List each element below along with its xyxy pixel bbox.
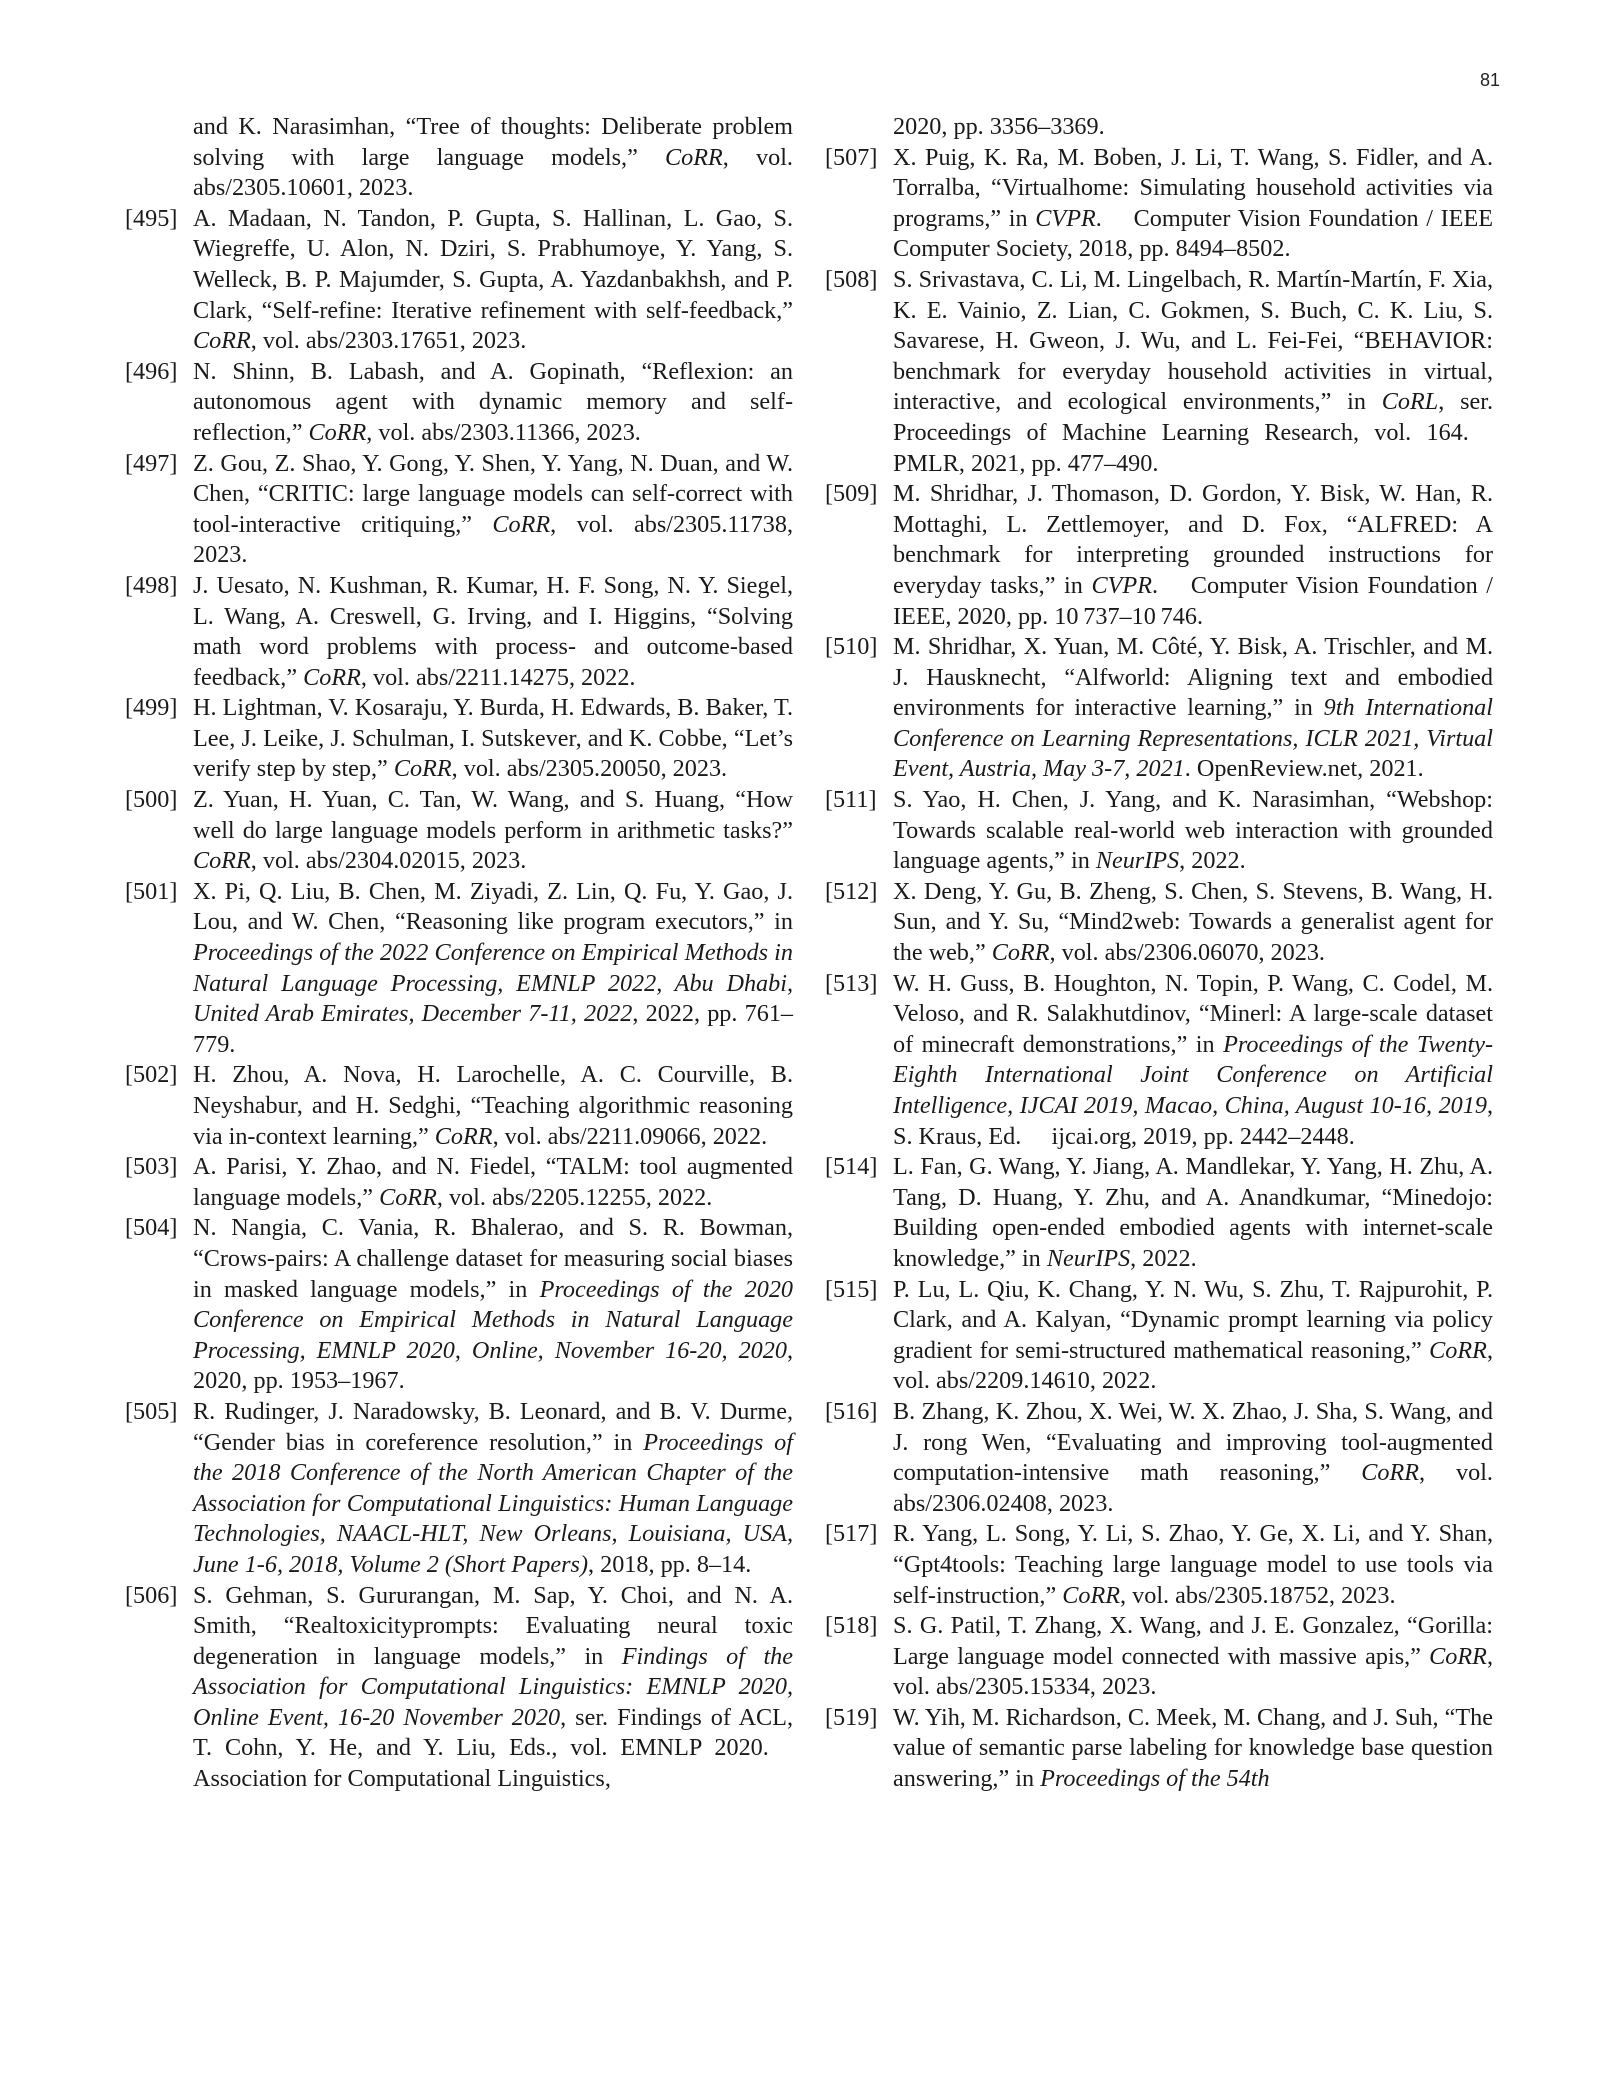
reference-text-segment: W. Yih, M. Richardson, C. Meek, M. Chang, and J. Suh, “The value of semantic parse labeling for knowledge base question answering,” in <box>893 1703 1493 1793</box>
reference-number: [496] <box>125 357 178 385</box>
reference-text-segment: P. Lu, L. Qiu, K. Chang, Y. N. Wu, S. Zhu, T. Rajpurohit, P. Clark, and A. Kalyan, “Dynamic prompt learning via policy gradient for semi-structured mathematical reasoning,” <box>893 1275 1493 1364</box>
reference-text <box>893 1398 1493 1517</box>
reference-number: [519] <box>825 1703 878 1731</box>
reference-number: [508] <box>825 265 878 293</box>
reference-venue-italic: CoRL <box>1381 388 1439 416</box>
reference-text-segment: S. Srivastava, C. Li, M. Lingelbach, R. Martín-Martín, F. Xia, K. E. Vainio, Z. Lian, C. Gokmen, S. Buch, C. K. Liu, S. Savarese, H. Gweon, J. Wu, and L. Fei-Fei, “BEHAVIOR: benchmark for everyday household activities in virtual, interactive, and ecological environments,” in <box>893 265 1493 416</box>
reference-text-segment: B. Zhang, K. Zhou, X. Wei, W. X. Zhao, J. Sha, S. Wang, and J. rong Wen, “Evaluating and improving tool-augmented computation-intensive math reasoning,” <box>893 1397 1493 1487</box>
reference-entry <box>825 1152 1493 1274</box>
reference-number: [503] <box>125 1153 178 1181</box>
reference-text-segment: N. Shinn, B. Labash, and A. Gopinath, “Reflexion: an autonomous agent with dynamic memory and self-reflection,” <box>193 357 793 446</box>
reference-venue-italic: CoRR <box>665 143 723 171</box>
reference-venue-italic: CoRR <box>379 1183 437 1211</box>
reference-text <box>193 1398 793 1578</box>
reference-venue-italic: CoRR <box>434 1122 493 1150</box>
reference-number: [507] <box>825 143 878 171</box>
reference-entry <box>125 785 793 877</box>
reference-text <box>193 358 793 446</box>
reference-venue-italic: Proceedings of the 2022 Conference on Empirical Methods in Natural Language Processing, EMNLP 2022, Abu Dhabi, United Arab Emirates, December 7-11, 2022 <box>193 939 793 1028</box>
reference-entry <box>825 877 1493 969</box>
reference-text <box>893 266 1493 477</box>
reference-entry <box>825 1397 1493 1519</box>
reference-text-segment: , vol. abs/2304.02015, 2023. <box>250 847 527 875</box>
reference-venue-italic: CoRR <box>303 663 361 691</box>
reference-entry <box>825 1703 1493 1795</box>
reference-entry <box>125 1152 793 1213</box>
reference-venue-italic: 9th International Conference on Learning Representations, ICLR 2021, Virtual Event, Austria, May 3-7, 2021 <box>893 694 1493 783</box>
reference-text <box>893 144 1493 263</box>
reference-entry <box>825 785 1493 877</box>
reference-number: [514] <box>825 1153 878 1181</box>
reference-text-segment: , 2022. <box>1130 1244 1197 1272</box>
reference-entry <box>825 479 1494 632</box>
reference-number: [515] <box>825 1275 878 1303</box>
reference-text-segment: Z. Yuan, H. Yuan, C. Tan, W. Wang, and S. Huang, “How well do large language models perform in arithmetic tasks?” <box>193 786 793 844</box>
reference-text-segment: H. Zhou, A. Nova, H. Larochelle, A. C. Courville, B. Neyshabur, and H. Sedghi, “Teaching algorithmic reasoning via in-context learning,” <box>193 1061 793 1150</box>
reference-text-segment: , 2022. <box>1179 847 1246 875</box>
reference-venue-italic: Proceedings of the 54th <box>1040 1765 1270 1793</box>
reference-text <box>193 450 793 569</box>
reference-text-segment: N. Nangia, C. Vania, R. Bhalerao, and S. R. Bowman, “Crows-pairs: A challenge dataset for measuring social biases in masked language models,” in <box>193 1214 793 1303</box>
reference-text-segment: A. Madaan, N. Tandon, P. Gupta, S. Hallinan, L. Gao, S. Wiegreffe, U. Alon, N. Dziri, S. Prabhumoye, Y. Yang, S. Welleck, B. P. Majumder, S. Gupta, A. Yazdanbakhsh, and P. Clark, “Self-refine: Iterative refinement with self-feedback,” <box>193 204 793 324</box>
reference-venue-italic: NeurIPS <box>1095 847 1180 875</box>
reference-text <box>193 694 793 782</box>
reference-number: [512] <box>825 877 878 905</box>
reference-number: [499] <box>125 694 178 722</box>
reference-venue-italic: CoRR <box>193 847 251 875</box>
reference-text <box>893 113 1105 140</box>
reference-number: [497] <box>125 449 178 477</box>
reference-text-segment: , vol. abs/2306.02408, 2023. <box>893 1459 1493 1517</box>
reference-text-segment: R. Rudinger, J. Naradowsky, B. Leonard, and B. V. Durme, “Gender bias in coreference resolution,” in <box>193 1397 793 1456</box>
reference-text-segment: M. Shridhar, X. Yuan, M. Côté, Y. Bisk, A. Trischler, and M. J. Hausknecht, “Alfworld: Aligning text and embodied environments for interactive learning,” in <box>893 633 1493 722</box>
reference-text <box>893 480 1493 629</box>
reference-venue-italic: CoRR <box>492 510 551 538</box>
reference-text-segment: X. Pi, Q. Liu, B. Chen, M. Ziyadi, Z. Lin, Q. Fu, Y. Gao, J. Lou, and W. Chen, “Reasoning like program executors,” in <box>193 877 793 936</box>
reference-text <box>193 572 793 691</box>
reference-text-segment: Z. Gou, Z. Shao, Y. Gong, Y. Shen, Y. Yang, N. Duan, and W. Chen, “CRITIC: large language models can self-correct with tool-interactive critiquing,” <box>193 449 793 538</box>
reference-text <box>193 205 793 354</box>
reference-text-segment: R. Yang, L. Song, Y. Li, S. Zhao, Y. Ge, X. Li, and Y. Shan, “Gpt4tools: Teaching large language model to use tools via self-instruction,” <box>893 1520 1493 1609</box>
reference-venue-italic: CoRR <box>1429 1642 1487 1670</box>
reference-venue-italic: CoRR <box>991 939 1050 967</box>
reference-entry <box>125 204 793 357</box>
reference-text-segment: L. Fan, G. Wang, Y. Jiang, A. Mandlekar, Y. Yang, H. Zhu, A. Tang, D. Huang, Y. Zhu, and A. Anandkumar, “Minedojo: Building open-ended embodied agents with internet-scale knowledge,” in <box>893 1153 1493 1272</box>
reference-entry <box>825 1275 1493 1397</box>
reference-entry <box>825 969 1494 1153</box>
reference-number: [513] <box>825 969 878 997</box>
reference-text <box>193 1214 793 1394</box>
reference-entry <box>125 449 793 571</box>
page-number: 81 <box>1479 70 1500 90</box>
reference-venue-italic: Proceedings of the 2018 Conference of the North American Chapter of the Association for Computational Linguistics: Human Language Technologies, NAACL-HLT, New Orleans, Louisiana, USA, June 1-6, 2018, Volume 2 (Short Papers) <box>193 1428 793 1578</box>
reference-text-segment: , ser. Findings of ACL, T. Cohn, Y. He, and Y. Liu, Eds., vol. EMNLP 2020. Association for Computational Linguistics, <box>193 1703 793 1793</box>
reference-text-segment: M. Shridhar, J. Thomason, D. Gordon, Y. Bisk, W. Han, R. Mottaghi, L. Zettlemoyer, and D. Fox, “ALFRED: A benchmark for interpreting grounded instructions for everyday tasks,” in <box>893 480 1493 599</box>
reference-number: [516] <box>825 1397 878 1425</box>
reference-text-segment: , vol. abs/2211.14275, 2022. <box>360 663 636 691</box>
reference-venue-italic: CoRR <box>1361 1459 1420 1487</box>
reference-text <box>893 1520 1493 1608</box>
reference-text-segment: , vol. abs/2209.14610, 2022. <box>893 1336 1493 1395</box>
reference-text-segment: , 2020, pp. 1953–1967. <box>193 1336 793 1395</box>
reference-number: [518] <box>825 1612 878 1640</box>
reference-venue-italic: NeurIPS <box>1046 1244 1131 1272</box>
reference-venue-italic: CVPR <box>1091 571 1152 599</box>
reference-entry <box>125 1060 793 1152</box>
reference-number: [505] <box>125 1397 178 1425</box>
reference-text-segment: , vol. abs/2305.15334, 2023. <box>893 1642 1493 1701</box>
reference-venue-italic: CoRR <box>1429 1336 1487 1364</box>
reference-number: [498] <box>125 571 178 599</box>
reference-text-segment: X. Puig, K. Ra, M. Boben, J. Li, T. Wang, S. Fidler, and A. Torralba, “Virtualhome: Simulating household activities via programs,” in <box>893 143 1493 232</box>
reference-text <box>893 970 1493 1150</box>
reference-venue-italic: CoRR <box>308 418 367 446</box>
reference-text <box>193 113 793 201</box>
reference-text <box>193 878 793 1058</box>
reference-text-segment: , 2022, pp. 761–779. <box>193 1000 794 1058</box>
reference-text <box>893 878 1493 966</box>
reference-text <box>193 1061 793 1149</box>
reference-number: [511] <box>825 786 877 814</box>
reference-number: [510] <box>825 633 878 661</box>
references-left-column <box>125 112 794 1795</box>
reference-entry-continued <box>193 112 793 204</box>
reference-text-segment: S. G. Patil, T. Zhang, X. Wang, and J. E. Gonzalez, “Gorilla: Large language model connected with massive apis,” <box>893 1612 1493 1670</box>
reference-text-segment: , ser. Proceedings of Machine Learning Research, vol. 164. PMLR, 2021, pp. 477–490. <box>893 388 1493 477</box>
reference-number: [504] <box>125 1214 178 1242</box>
reference-entry <box>125 877 794 1061</box>
reference-entry <box>825 265 1493 479</box>
reference-text <box>193 786 793 874</box>
reference-text <box>893 633 1493 782</box>
reference-entry <box>825 1611 1493 1703</box>
reference-text <box>893 1276 1493 1395</box>
reference-text-segment: , vol. abs/2305.10601, 2023. <box>193 143 793 202</box>
reference-text-segment: S. Gehman, S. Gururangan, M. Sap, Y. Choi, and N. A. Smith, “Realtoxicityprompts: Evaluating neural toxic degeneration in language models,” in <box>193 1581 793 1670</box>
reference-text <box>893 1153 1493 1272</box>
reference-text-segment: W. H. Guss, B. Houghton, N. Topin, P. Wang, C. Codel, M. Veloso, and R. Salakhutdinov, “Minerl: A large-scale dataset of minecraft demonstrations,” in <box>893 969 1493 1058</box>
reference-venue-italic: Proceedings of the 2020 Conference on Empirical Methods in Natural Language Processing, EMNLP 2020, Online, November 16-20, 2020 <box>193 1275 794 1364</box>
reference-text-segment: and K. Narasimhan, “Tree of thoughts: Deliberate problem solving with large language models,” <box>193 113 793 171</box>
reference-entry <box>125 357 793 449</box>
reference-text <box>193 1153 793 1211</box>
reference-venue-italic: Proceedings of the Twenty-Eighth International Joint Conference on Artificial Intelligence, IJCAI 2019, Macao, China, August 10-16, 2019 <box>893 1030 1494 1119</box>
reference-text <box>893 1612 1493 1700</box>
reference-text-segment: . OpenReview.net, 2021. <box>1184 755 1424 783</box>
reference-number: [500] <box>125 786 178 814</box>
reference-venue-italic: CoRR <box>193 327 251 355</box>
reference-number: [506] <box>125 1581 178 1609</box>
references-right-column <box>825 112 1494 1795</box>
reference-text-segment: , 2018, pp. 8–14. <box>588 1550 752 1578</box>
reference-text-segment: J. Uesato, N. Kushman, R. Kumar, H. F. Song, N. Y. Siegel, L. Wang, A. Creswell, G. Irving, and I. Higgins, “Solving math word problems with process- and outcome-based feedback,” <box>193 571 793 691</box>
reference-text-segment: 2020, pp. 3356–3369. <box>893 113 1105 140</box>
reference-text-segment: A. Parisi, Y. Zhao, and N. Fiedel, “TALM: tool augmented language models,” <box>193 1153 793 1211</box>
reference-entry <box>125 571 793 693</box>
reference-text-segment: X. Deng, Y. Gu, B. Zheng, S. Chen, S. Stevens, B. Wang, H. Sun, and Y. Su, “Mind2web: Towards a generalist agent for the web,” <box>893 877 1493 967</box>
reference-text <box>193 1582 793 1793</box>
reference-entry <box>825 632 1493 785</box>
reference-text-segment: , vol. abs/2303.11366, 2023. <box>366 418 641 446</box>
reference-text-segment: . Computer Vision Foundation / IEEE, 2020, pp. 10 737–10 746. <box>893 571 1494 630</box>
reference-text-segment: . Computer Vision Foundation / IEEE Computer Society, 2018, pp. 8494–8502. <box>893 204 1493 263</box>
reference-entry <box>125 1213 794 1397</box>
reference-entry <box>825 143 1493 265</box>
reference-text <box>893 786 1493 874</box>
reference-text-segment: S. Yao, H. Chen, J. Yang, and K. Narasimhan, “Webshop: Towards scalable real-world web interaction with grounded language agents,” in <box>893 786 1493 875</box>
reference-text-segment: H. Lightman, V. Kosaraju, Y. Burda, H. Edwards, B. Baker, T. Lee, J. Leike, J. Schulman, I. Sutskever, and K. Cobbe, “Let’s verify step by step,” <box>193 694 793 783</box>
reference-text-segment: , vol. abs/2305.20050, 2023. <box>451 755 728 783</box>
reference-text-segment: , vol. abs/2211.09066, 2022. <box>492 1122 768 1150</box>
reference-text-segment: , vol. abs/2205.12255, 2022. <box>436 1183 713 1211</box>
reference-text-segment: , vol. abs/2303.17651, 2023. <box>250 327 527 355</box>
reference-entry <box>125 1397 793 1581</box>
reference-venue-italic: CoRR <box>1062 1581 1121 1609</box>
reference-text-segment: , vol. abs/2305.18752, 2023. <box>1120 1581 1396 1609</box>
reference-entry-continued <box>893 112 1493 143</box>
reference-entry <box>825 1519 1493 1611</box>
reference-text <box>893 1704 1493 1792</box>
reference-venue-italic: CoRR <box>393 755 452 783</box>
reference-text-segment: , vol. abs/2305.11738, 2023. <box>193 510 793 569</box>
reference-text-segment: , vol. abs/2306.06070, 2023. <box>1049 939 1325 967</box>
reference-venue-italic: Findings of the Association for Computational Linguistics: EMNLP 2020, Online Event, 16-20 November 2020 <box>193 1642 793 1731</box>
reference-entry <box>125 1581 793 1795</box>
reference-entry <box>125 693 793 785</box>
reference-number: [495] <box>125 204 178 232</box>
reference-number: [517] <box>825 1520 878 1548</box>
reference-number: [509] <box>825 480 878 508</box>
reference-number: [501] <box>125 877 178 905</box>
reference-text-segment: , S. Kraus, Ed. ijcai.org, 2019, pp. 2442–2448. <box>893 1092 1493 1150</box>
reference-number: [502] <box>125 1061 178 1089</box>
reference-venue-italic: CVPR <box>1035 204 1096 232</box>
